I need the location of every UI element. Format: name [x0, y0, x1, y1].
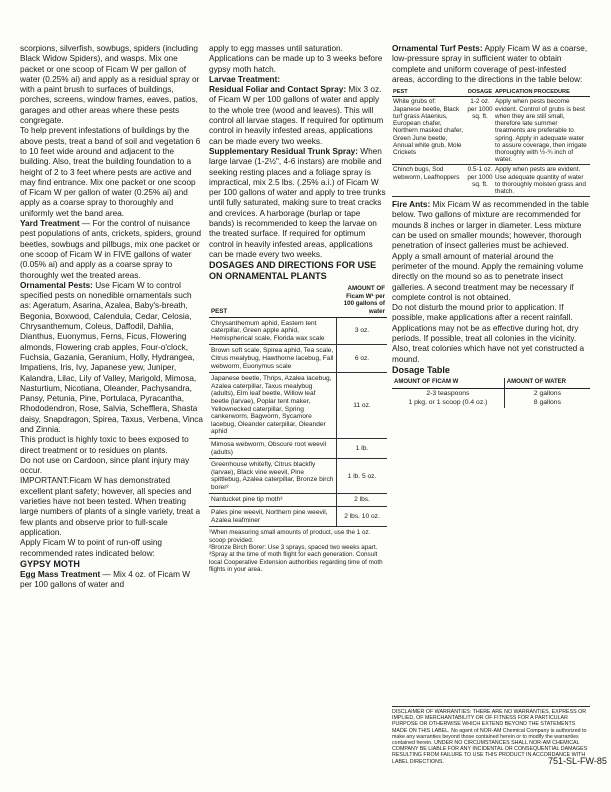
fire-ants-text: Mix Ficam W as recommended in the table below. Two gallons of mixture are recommended for mounds 8 inches or larger in diameter. Less mixture can be used on smaller mounds; however, thorough penetration of insect galleries must be achieved. Apply a small amount of material around the perimeter of the mound. Apply the remaining volume directly on the mound so as to penetrate insect galleries. A second treatment may be necessary if complete control is not obtained.	[392, 200, 589, 302]
paragraph-important: IMPORTANT:Ficam W has demonstrated excellent plant safety; however, all species and varieties have not been tested. When treating large numbers of plants of a single variety, treat a few plants and observe prior to full-scale application.	[20, 476, 201, 537]
amount-cell: 2 lbs. 10 oz.	[337, 507, 388, 527]
pest-cell: Japanese beetle, Thrips, Azalea lacebug, Azalea caterpillar, Taxus mealybug (adults), Elm leaf beetle, Willow leaf beetle (larvae), Poplar tent maker, Yellownecked caterpillar, Spring cankerworm, Bagworm, Sycamore lacebug, Oleander caterpillar, Oleander aphid	[209, 373, 337, 439]
turf-row2-dosage: 0.5-1 oz. per 1000 sq. ft.	[466, 165, 494, 197]
paragraph-cardoon-warning: Do not use on Cardoon, since plant injury may occur.	[20, 455, 190, 476]
turf-header-procedure: APPLICATION PROCEDURE	[494, 88, 590, 97]
paragraph-ornamental-pests	[20, 281, 203, 435]
column-2	[209, 44, 387, 574]
gypsy-moth-heading: GYPSY MOTH	[20, 558, 80, 569]
paragraph-foliar-spray	[209, 85, 387, 147]
dosage-table-title: Dosage Table	[392, 364, 450, 375]
turf-header-dosage: DOSAGE	[467, 89, 493, 96]
foliar-spray-text: Mix 3 oz. of Ficam W per 100 gallons of water and apply to the whole tree (wood and leaves). This will control all larvae stages. If required for optimum control in heavily infested areas, applications can be made every two weeks.	[209, 85, 384, 146]
column-1	[20, 44, 203, 590]
table-header-pest: PEST	[209, 284, 337, 317]
table-row	[209, 345, 387, 373]
table-footnotes	[209, 529, 387, 573]
paragraph-fire-ants-2: Do not disturb the mound prior to application. If possible, make applications after a recent rainfall. Applications may not be as effective during hot, dry periods. If possible, treat all colonies in the vicinity. Also, treat colonies which have not yet constructed a mound.	[392, 303, 585, 364]
turf-pest-table	[392, 88, 590, 197]
dosage-header-ficam: AMOUNT OF FICAM W	[392, 378, 504, 388]
pest-cell: Nantucket pine tip moth³	[209, 494, 337, 507]
amount-cell: 6 oz.	[337, 345, 388, 373]
label-code: 751-SL-FW-85	[548, 756, 607, 766]
yard-treatment-heading: Yard Treatment	[20, 219, 80, 229]
pest-cell: Mimosa webworm, Obscure root weevil (adults)	[209, 438, 337, 458]
turf-pests-heading: Ornamental Turf Pests:	[392, 44, 483, 53]
table-row	[392, 398, 590, 408]
paragraph-prevent-infestations: To help prevent infestations of buildings by the above pests, treat a band of soil and vegetation 6 to 10 feet wide around and adjacent to the building. Also, treat the building foundation to a height of 2 to 3 feet where pests are active and may find entrance. Mix one packet or one scoop of Ficam W per gallon of water (0.25% ai) and apply as a coarse spray to thoroughly and uniformly wet the band area.	[20, 126, 201, 218]
turf-row1-procedure: Apply when pests become evident. Control of grubs is best when they are still small, therefore late summer treatments are preferable to spring. Apply in adequate water to assure coverage, then irrigate thoroughly with ½-¾ inch of water.	[494, 97, 590, 165]
amount-cell: 2 lbs.	[337, 494, 388, 507]
dosage-r1-water: 2 gallons	[504, 388, 590, 398]
table-row	[209, 459, 387, 494]
ornamental-dosage-table	[209, 284, 387, 527]
turf-row2-procedure: Apply when pests are evident. Use adequate quantity of water to thoroughly moisten grass and thatch.	[494, 165, 590, 197]
table-row	[392, 388, 590, 398]
turf-row1-pests: White grubs of: Japanese beetle, Black turf grass Ataenius, European chafer, Northern masked chafer, Green June beetle, Annual white grub, Mole Crickets	[392, 97, 466, 165]
trunk-spray-text: When large larvae (1-2½", 4-6 instars) are mobile and seeking resting places and a foliage spray is impractical, mix 2.5 lbs. (.25% a.i.) of Ficam W per 100 gallons of water and apply to tree trunks until fully saturated, making sure to treat cracks and crevices. A harborage (burlap or tape bands) is recommended to keep the larvae on the treated surface. If required for optimum control in heavily infested areas, applications can be made every two weeks.	[209, 146, 386, 259]
paragraph-run-off: Apply Ficam W to point of run-off using recommended rates indicated below:	[20, 538, 162, 558]
ornamental-table-body	[209, 317, 387, 527]
fire-ant-dosage-table	[392, 378, 590, 408]
trunk-spray-heading: Supplementary Residual Trunk Spray:	[209, 146, 358, 156]
footnote-3: ³Spray at the time of moth flight for each generation. Consult local Cooperative Extension authorities regarding time of moth flights in your area.	[209, 551, 383, 574]
paragraph-turf-pests	[392, 44, 590, 85]
dosage-r1-ficam: 2-3 teaspoons	[426, 389, 470, 397]
amount-cell: 1 lb.	[337, 438, 388, 458]
pest-cell: Greenhouse whitefly, Citrus blackfly (larvae), Black vine weevil, Pine spittlebug, Azalea caterpillar, Bronze birch borer²	[209, 459, 337, 494]
paragraph-fire-ants	[392, 200, 590, 303]
paragraph-egg-mass	[20, 570, 203, 591]
pest-cell: Brown soft scale, Spirea aphid, Tea scale, Citrus mealybug, Hawthorne lacebug, Fall webworm, Euonymus scale	[209, 345, 337, 373]
dosage-r2-water: 8 gallons	[504, 398, 590, 408]
table-row	[209, 317, 387, 345]
turf-row1-dosage: 1-2 oz. per 1000 sq. ft.	[466, 97, 494, 165]
egg-mass-heading: Egg Mass Treatment	[20, 569, 101, 579]
ornamental-pests-text: Use Ficam W to control specified pests on nonedible ornamentals such as: Ageratum, Asarina, Azalea, Baby's-breath, Begonia, Boxwood, Calendula, Cedar, Celosia, Chrysanthemum, Coleus, Daffodil, Dahlia, Dianthus, Euonymus, Ferns, Ficus, Flowering almonds, Flowering crab apples, Four-o'clock, Fuchsia, Gazania, Geranium, Holly, Hydrangea, Impatiens, Iris, Ivy, Japanese yew, Juniper, Kalandra, Lilac, Lily of Valley, Marigold, Mimosa, Nasturtium, Nicotiana, Oleander, Pachysandra, Pansy, Petunia, Pine, Portulaca, Pyracantha, Rhododendron, Rose, Salvia, Schefflera, Shasta daisy, Snapdragon, Spirea, Taxus, Verbena, Vinca and Zinnia.	[20, 280, 203, 434]
footnote-1: ¹When measuring small amounts of product, use the 1 oz. scoop provided.	[209, 529, 371, 544]
disclaimer-text: DISCLAIMER OF WARRANTIES: THERE ARE NO WARRANTIES, EXPRESS OR IMPLIED, OF MERCHANTABILITY OR OF FITNESS FOR A PARTICULAR PURPOSE OR OTHERWISE WHICH EXTEND BEYOND THE STATEMENTS MADE ON THIS LABEL. No agent of NOR-AM Chemical Company is authorized to make any warranties beyond those contained herein or to modify the warranties contained herein. UNDER NO CIRCUMSTANCES SHALL NOR-AM CHEMICAL COMPANY BE LIABLE FOR ANY INCIDENTAL OR CONSEQUENTIAL DAMAGES RESULTING FROM FAILURE TO USE THIS PRODUCT IN ACCORDANCE WITH LABEL DIRECTIONS.	[392, 706, 590, 765]
yard-treatment-text: — For the control of nuisance pest populations of ants, crickets, spiders, ground beetles, sowbugs and pillbugs, mix one packet or one scoop of Ficam W in FIVE gallons of water (0.05% ai) and apply as a coarse spray to thoroughly wet the treated areas.	[20, 219, 202, 280]
table-row	[209, 494, 387, 507]
paragraph-egg-mass-cont: apply to egg masses until saturation. Applications can be made up to 3 weeks before gypsy moth hatch.	[209, 44, 383, 74]
paragraph-bee-warning: This product is highly toxic to bees exposed to direct treatment or to residues on plants.	[20, 435, 189, 455]
table-row	[209, 373, 387, 439]
table-row	[209, 438, 387, 458]
turf-header-pest: PEST	[392, 88, 466, 97]
larvae-treatment-heading: Larvae Treatment:	[209, 74, 281, 84]
paragraph-yard-treatment	[20, 219, 203, 281]
footnote-2: ²Bronze Birch Borer: Use 3 sprays, spaced two weeks apart.	[209, 544, 378, 552]
turf-row2-pests: Chinch bugs, Sod webworm, Leafhoppers	[392, 165, 466, 197]
paragraph-trunk-spray	[209, 147, 387, 260]
ornamental-table-title: DOSAGES AND DIRECTIONS FOR USE ON ORNAMENTAL PLANTS	[209, 260, 377, 282]
dosage-header-water: AMOUNT OF WATER	[504, 378, 590, 388]
column-3	[392, 44, 590, 408]
egg-mass-text: — Mix 4 oz. of Ficam W per 100 gallons of water and	[20, 569, 191, 590]
amount-cell: 1 lb. 5 oz.	[337, 459, 388, 494]
fire-ants-heading: Fire Ants:	[392, 200, 431, 210]
table-row	[209, 507, 387, 527]
paragraph-building-pests: scorpions, silverfish, sowbugs, spiders (including Black Widow Spiders), and wasps. Mix one packet or one scoop of Ficam W per gallon of water (0.25% ai) and apply as a residual spray or with a paint brush to surfaces of buildings, porches, screens, window frames, eaves, patios, garages and other areas where these pests congregate.	[20, 44, 200, 126]
dosage-r2-ficam: 1 pkg. or 1 scoop (0.4 oz.)	[408, 399, 488, 407]
pest-cell: Pales pine weevil, Northern pine weevil, Azalea leafminer	[209, 507, 337, 527]
amount-cell: 11 oz.	[337, 373, 388, 439]
amount-cell: 3 oz.	[337, 317, 388, 345]
ornamental-pests-heading: Ornamental Pests:	[20, 280, 93, 290]
table-row	[392, 97, 590, 165]
table-row	[392, 165, 590, 197]
table-header-amount: AMOUNT OF Ficam W¹ per 100 gallons of water	[337, 284, 388, 317]
foliar-spray-heading: Residual Foliar and Contact Spray:	[209, 85, 347, 95]
pest-cell: Chrysanthemum aphid, Eastern tent caterpillar, Green apple aphid, Hemispherical scale, Florida wax scale	[209, 317, 337, 345]
turf-pests-text: Apply Ficam W as a coarse, low-pressure spray in sufficient water to obtain complete and uniform coverage of pest-infested areas, according to the directions in the table below:	[392, 44, 588, 84]
